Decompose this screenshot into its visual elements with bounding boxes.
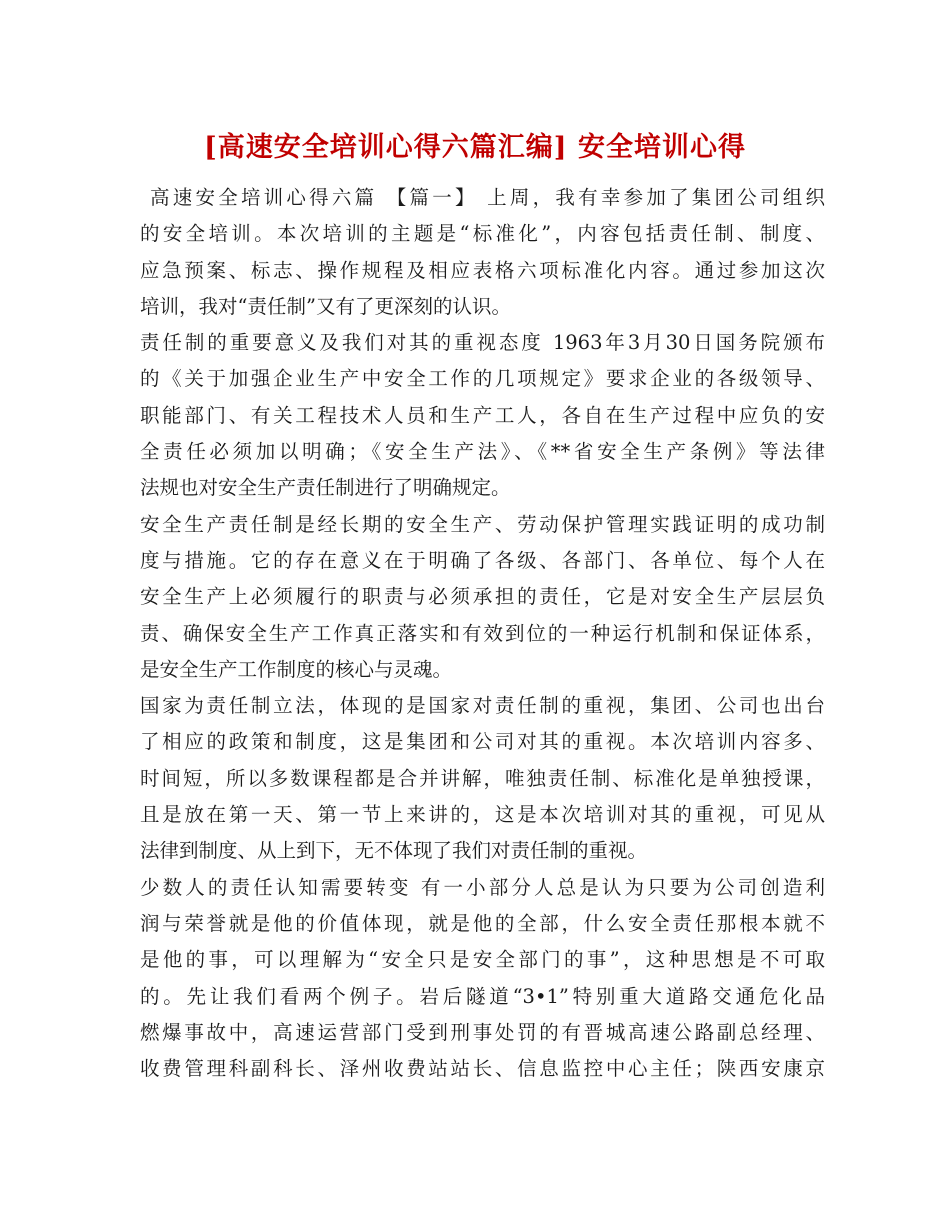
- body-line: 法律到制度、从上到下，无不体现了我们对责任制的重视。: [140, 839, 648, 863]
- body-line: 是安全生产工作制度的核心与灵魂。: [140, 657, 453, 681]
- body-line: 的安全培训。本次培训的主题是“标准化”，内容包括责任制、制度、: [140, 222, 825, 246]
- body-line: 的《关于加强企业生产中安全工作的几项规定》要求企业的各级领导、: [140, 367, 825, 391]
- body-line: 度与措施。它的存在意义在于明确了各级、各部门、各单位、每个人在: [140, 548, 825, 572]
- document-body: [140, 180, 825, 1087]
- body-line: 国家为责任制立法，体现的是国家对责任制的重视，集团、公司也出台: [140, 694, 825, 718]
- body-line: 安全生产责任制是经长期的安全生产、劳动保护管理实践证明的成功制: [140, 512, 825, 536]
- body-line: 润与荣誉就是他的价值体现，就是他的全部，什么安全责任那根本就不: [140, 911, 825, 935]
- body-line: 责、确保安全生产工作真正落实和有效到位的一种运行机制和保证体系，: [140, 621, 825, 645]
- body-line: 全责任必须加以明确；《安全生产法》、《**省安全生产条例》等法律: [140, 440, 825, 464]
- body-line: 安全生产上必须履行的职责与必须承担的责任，它是对安全生产层层负: [140, 585, 825, 609]
- body-line: 少数人的责任认知需要转变 有一小部分人总是认为只要为公司创造利: [140, 875, 825, 899]
- body-line: 法规也对安全生产责任制进行了明确规定。: [140, 476, 511, 500]
- body-line: 应急预案、标志、操作规程及相应表格六项标准化内容。通过参加这次: [140, 258, 825, 282]
- body-line: 燃爆事故中，高速运营部门受到刑事处罚的有晋城高速公路副总经理、: [140, 1020, 825, 1044]
- body-line: 职能部门、有关工程技术人员和生产工人，各自在生产过程中应负的安: [140, 403, 825, 427]
- body-line: 的。先让我们看两个例子。岩后隧道“3•1”特别重大道路交通危化品: [140, 984, 825, 1008]
- document-title: [高速安全培训心得六篇汇编] 安全培训心得: [204, 132, 746, 163]
- body-line: 且是放在第一天、第一节上来讲的，这是本次培训对其的重视，可见从: [140, 803, 825, 827]
- body-line: 培训，我对“责任制”又有了更深刻的认识。: [140, 294, 511, 318]
- body-line: 收费管理科副科长、泽州收费站站长、信息监控中心主任；陕西安康京: [140, 1057, 825, 1081]
- body-line: 高速安全培训心得六篇 【篇一】 上周，我有幸参加了集团公司组织: [150, 186, 825, 209]
- body-line: 时间短，所以多数课程都是合并讲解，唯独责任制、标准化是单独授课，: [140, 766, 825, 790]
- body-line: 了相应的政策和制度，这是集团和公司对其的重视。本次培训内容多、: [140, 730, 825, 754]
- body-line: 是他的事，可以理解为“安全只是安全部门的事”，这种思想是不可取: [140, 948, 825, 972]
- body-line: 责任制的重要意义及我们对其的重视态度 1963年3月30日国务院颁布: [140, 331, 825, 355]
